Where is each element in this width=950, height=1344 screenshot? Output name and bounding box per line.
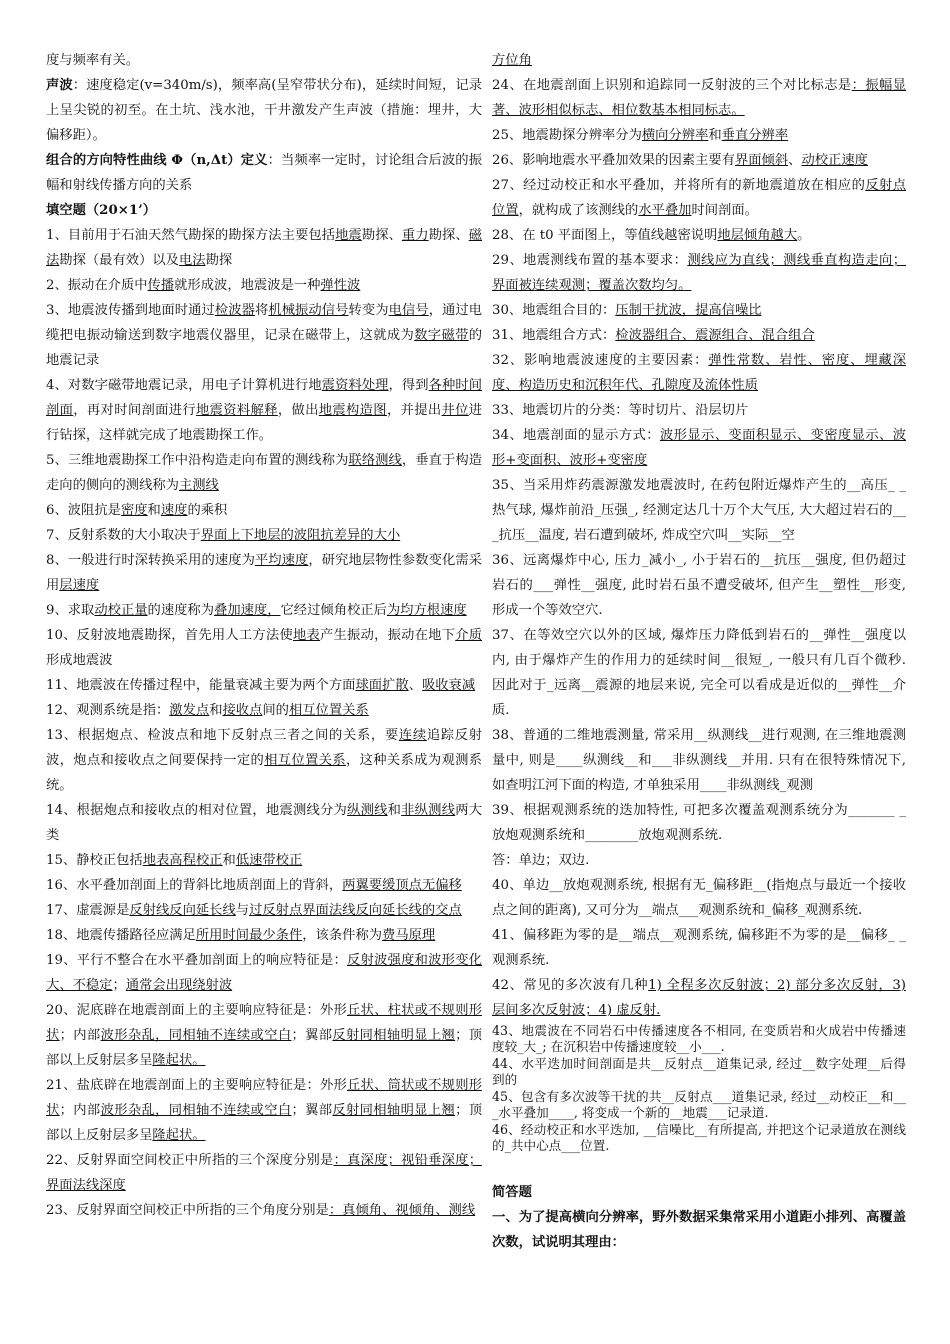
answer-underlined: 费马原理 <box>382 928 436 943</box>
answer-underlined: 通常会出现绕射波 <box>125 978 233 993</box>
question-text: 23、反射界面空间校正中所指的三个角度分别是 <box>46 1203 329 1218</box>
question-30 <box>492 298 906 323</box>
answer-underlined: 地震资料解释 <box>196 403 278 418</box>
question-text: 29、地震测线布置的基本要求： <box>492 253 688 268</box>
question-9 <box>46 598 482 623</box>
question-text: 产生振动，振动在地下 <box>320 628 456 643</box>
question-text: 31、地震组合方式： <box>492 328 616 343</box>
answer-underlined: 垂直分辨率 <box>721 128 789 143</box>
question-text: 10、反射波地震勘探，首先用人工方法使 <box>46 628 293 643</box>
question-text: 26、影响地震水平叠加效果的因素主要有 <box>492 153 735 168</box>
question-2 <box>46 273 482 298</box>
question-text: ，垂直于构造走向的侧向的测线称为 <box>46 453 483 493</box>
question-text: 时间剖面。 <box>691 203 758 218</box>
answer-underlined: 速度 <box>160 503 188 518</box>
answer-underlined: 相互位置关系 <box>288 703 369 718</box>
question-46 <box>492 1122 906 1153</box>
answer-underlined: 地震构造图 <box>318 403 387 418</box>
answer-underlined: 相互位置关系 <box>264 753 346 768</box>
question-23 <box>46 1198 482 1223</box>
answer-underlined: 动校正量 <box>94 603 148 618</box>
text: 44、水平迭加时间剖面是共__反射点__道集记录, 经过__数字处理__后得到的 <box>492 1056 906 1087</box>
question-41 <box>492 923 906 973</box>
question-12 <box>46 698 482 723</box>
answer-underlined: 叠加速度， <box>214 603 281 618</box>
question-text: 6、波阻抗是 <box>46 503 121 518</box>
question-text: 16、水平叠加剖面上的背斜比地质剖面上的背斜， <box>46 878 343 893</box>
question-26 <box>492 148 906 173</box>
text: 36、远离爆炸中心, 压力_减小_, 小于岩石的__抗压__强度, 但仍超过岩石的___弹性__强度, 此时岩石虽不遭受破坏, 但产生__塑性__形变, 形成一个等效空穴. <box>492 553 906 618</box>
answer-underlined: 检波器 <box>214 303 255 318</box>
question-23-continuation <box>492 48 906 73</box>
question-text: 5、三维地震勘探工作中沿构造走向布置的测线称为 <box>46 453 349 468</box>
question-text: 勘探（最有效）以及 <box>59 253 179 268</box>
question-7 <box>46 523 482 548</box>
answer-underlined: 波形显示、变面积显示、变密度显示、波形+变面积、波形+变密度 <box>492 428 907 468</box>
text: 答：单边；双边. <box>492 853 590 868</box>
text: 33、地震切片的分类：等时切片、沿层切片 <box>492 403 749 418</box>
answer-underlined: 介质 <box>455 628 483 643</box>
question-text: ，研究地层物性参数变化需采用 <box>46 553 483 593</box>
question-text: ；翼部 <box>291 1103 333 1118</box>
question-text: ，就构成了该测线的 <box>518 203 639 218</box>
question-text: 追踪反射波，炮点和接收点之间要保持一定的 <box>46 728 483 768</box>
question-19 <box>46 948 482 998</box>
answer-underlined: 低速带校正 <box>235 853 303 868</box>
answer-underlined: 纵测线 <box>347 803 388 818</box>
question-text: 将 <box>254 303 269 318</box>
paragraph-continuation <box>46 48 482 73</box>
answer-underlined: 检波器组合、震源组合、混合组合 <box>615 328 815 343</box>
answer-underlined: 反射同相轴明显上翘 <box>332 1028 456 1043</box>
question-text: 的地震记录 <box>46 328 483 368</box>
answer-underlined: 磁法 <box>46 228 483 268</box>
answer-underlined: 主测线 <box>178 478 219 493</box>
text: 40、单边__放炮观测系统, 根据有无_偏移距__(指炮点与最近一个接收点之间的距离), 又可分为__端点___观测系统和_偏移_观测系统. <box>492 878 906 918</box>
spacer <box>492 1155 906 1180</box>
right-column <box>492 48 906 1255</box>
section-title-fill-blank: 填空题（20×1’） <box>46 203 157 218</box>
question-36 <box>492 548 906 623</box>
question-15 <box>46 848 482 873</box>
question-text: ；顶部以上反射层多呈 <box>46 1103 483 1143</box>
question-text: ，并提出 <box>386 403 442 418</box>
question-text: ；内部 <box>59 1028 101 1043</box>
question-text: 和 <box>147 503 161 518</box>
answer-underlined: 平均速度 <box>254 553 309 568</box>
left-column <box>46 48 482 1223</box>
question-text: 形成地震波 <box>46 653 113 668</box>
question-text: 32、影响地震波速度的主要因素： <box>492 353 709 368</box>
text: 43、地震波在不同岩石中传播速度各不相同, 在变质岩和火成岩中传播速度较_大_; 在沉积岩中传播速度较__小___. <box>492 1023 906 1054</box>
question-text: 42、常见的多次波有几种 <box>492 978 649 993</box>
question-text: 34、地震剖面的显示方式： <box>492 428 660 443</box>
question-text: 25、地震勘探分辨率分为 <box>492 128 642 143</box>
question-text: 17、虚震源是 <box>46 903 130 918</box>
question-text: 和 <box>222 853 236 868</box>
question-text: ，通过电缆把电振动输送到数字地震仪器里，记录在磁带上，这就成为 <box>46 303 483 343</box>
answer-underlined: 电信号 <box>388 303 429 318</box>
question-text: 20、泥底辟在地震剖面上的主要响应特征是：外形 <box>46 1003 348 1018</box>
question-text: 两大类 <box>46 803 483 843</box>
answer-underlined: 隆起状。 <box>152 1128 206 1143</box>
question-22 <box>46 1148 482 1198</box>
question-text: 转变为 <box>348 303 389 318</box>
question-5 <box>46 448 482 498</box>
answer-underlined: 密度 <box>120 503 148 518</box>
answer-underlined: 反射同相轴明显上翘 <box>332 1103 456 1118</box>
question-text: ；顶部以上反射层多呈 <box>46 1028 483 1068</box>
question-8 <box>46 548 482 598</box>
question-14 <box>46 798 482 848</box>
answer-underlined: 所用时间最少条件 <box>195 928 303 943</box>
text: 38、普通的二维地震测量, 常采用__纵测线__进行观测, 在三维地震测量中, 则是____纵测线__和___非纵测线__并用. 只有在很特殊情况下, 如查明江河下面的构造, 才单独采用____非纵测线_观测 <box>492 728 906 793</box>
question-3 <box>46 298 482 373</box>
question-text: 13、根据炮点、检波点和地下反射点三者之间的关系，要 <box>46 728 399 743</box>
question-text: 的速度称为 <box>147 603 215 618</box>
answer-underlined: 球面扩散 <box>355 678 409 693</box>
question-27 <box>492 173 906 223</box>
answer-underlined: 隆起状。 <box>152 1053 206 1068</box>
question-35 <box>492 473 906 548</box>
answer-underlined: 电法 <box>178 253 206 268</box>
question-25 <box>492 123 906 148</box>
question-31 <box>492 323 906 348</box>
text: 度与频率有关。 <box>46 53 140 68</box>
answer-underlined: 丘状、筒状或不规则形状 <box>46 1078 483 1118</box>
question-11 <box>46 673 482 698</box>
question-29 <box>492 248 906 298</box>
answer-underlined: 反射点位置 <box>492 178 907 218</box>
text: 一、为了提高横向分辨率，野外数据采集常采用小道距小排列、高覆盖次数，试说明其理由： <box>492 1210 906 1250</box>
answer-underlined: 机械振动信号 <box>268 303 349 318</box>
question-4 <box>46 373 482 448</box>
question-text: 12、观测系统是指： <box>46 703 170 718</box>
question-20 <box>46 998 482 1073</box>
question-text: 15、静校正包括 <box>46 853 143 868</box>
answer-underlined: 激发点 <box>169 703 210 718</box>
answer-underlined: 丘状、柱状或不规则形状 <box>46 1003 483 1043</box>
question-text: 和 <box>387 803 402 818</box>
question-45 <box>492 1089 906 1120</box>
text: 45、包含有多次波等干扰的共__反射点___道集记录, 经过__动校正__和___水平叠加____, 将变成一个新的__地震___记录道. <box>492 1089 906 1120</box>
question-text: 与 <box>235 903 250 918</box>
question-text: 它经过倾角校正后 <box>280 603 387 618</box>
answer-underlined: 地表高程校正 <box>142 853 223 868</box>
answer-underlined: 测线应为直线；测线垂直构造走向；界面被连续观测；覆盖次数均匀。 <box>492 253 907 293</box>
answer-underlined: 方位角 <box>492 53 532 68</box>
question-text: 3、地震波传播到地面时通过 <box>46 303 215 318</box>
answer-underlined: 非纵测线 <box>401 803 456 818</box>
question-text: 4、对数字磁带地震记录，用电子计算机进行地 <box>46 378 322 393</box>
answer-underlined: 重力 <box>401 228 429 243</box>
question-1 <box>46 223 482 273</box>
question-text: 27、经过动校正和水平叠加，并将所有的新地震道放在相应的 <box>492 178 866 193</box>
text: 41、偏移距为零的是__端点__观测系统, 偏移距不为零的是__偏移_ _观测系统. <box>492 928 906 968</box>
term: 声波 <box>46 78 73 93</box>
answer-underlined: 波形杂乱，同相轴不连续或空白 <box>100 1103 292 1118</box>
answer-underlined: 两翼要缓顶点无偏移 <box>342 878 462 893</box>
definition-directivity <box>46 148 482 198</box>
question-13 <box>46 723 482 798</box>
short-answer-question-1 <box>492 1205 906 1255</box>
question-text: 勘探、 <box>428 228 469 243</box>
text: 46、经动校正和水平迭加, __信噪比__有所提高, 并把这个记录道放在测线的_共中心点___位置. <box>492 1122 906 1153</box>
answer-underlined: ：真倾角、视倾角、测线 <box>328 1203 476 1218</box>
answer-underlined: 波形杂乱，同相轴不连续或空白 <box>100 1028 292 1043</box>
question-text: 和 <box>209 703 223 718</box>
question-text: 的乘积 <box>187 503 228 518</box>
question-34 <box>492 423 906 473</box>
question-text: ；内部 <box>59 1103 101 1118</box>
answer-underlined: 过反射点界面法线反向延长线的交点 <box>249 903 462 918</box>
question-text: ，做出 <box>277 403 319 418</box>
question-text: 21、盐底辟在地震剖面上的主要响应特征是：外形 <box>46 1078 348 1093</box>
answer-underlined: 接收点 <box>222 703 263 718</box>
text: 39、根据观测系统的迭加特性, 可把多次覆盖观测系统分为_______ _放炮观测系统和________放炮观测系统. <box>492 803 906 843</box>
text: 37、在等效空穴以外的区域, 爆炸压力降低到岩石的__弹性__强度以内, 由于爆炸产生的作用力的延续时间__很短_, 一般只有几百个微秒. 因此对于_远离__震源的地层来说, 完全可以看成是近似的__弹性__介质. <box>492 628 906 718</box>
answer-underlined: 震资料处理 <box>321 378 389 393</box>
question-16 <box>46 873 482 898</box>
question-text: 。 <box>797 228 811 243</box>
answer-underlined: 地震 <box>335 228 362 243</box>
answer-underlined: 压制干扰波，提高信噪比 <box>615 303 762 318</box>
question-text: 30、地震组合目的： <box>492 303 616 318</box>
question-text: ，该条件称为 <box>302 928 383 943</box>
question-text: 18、地震传播路径应满足 <box>46 928 196 943</box>
question-text: 、 <box>788 153 802 168</box>
question-text: 28、在 t0 平面图上，等值线越密说明 <box>492 228 718 243</box>
answer-underlined: 1) 全程多次反射波；2) 部分多次反射，3) 层间多次反射波；4) 虚反射. <box>492 978 906 1018</box>
question-6 <box>46 498 482 523</box>
question-text: 进行钻探，这样就完成了地震勘探工作。 <box>46 403 483 443</box>
question-text: 14、根据炮点和接收点的相对位置，地震测线分为 <box>46 803 348 818</box>
question-text: 19、平行不整合在水平叠加剖面上的响应特征是： <box>46 953 348 968</box>
text: 35、当采用炸药震源激发地震波时, 在药包附近爆炸产生的__高压_ _热气球, 爆炸前沿_压强_, 经测定达几十万个大气压, 大大超过岩石的___抗压__温度, 岩石遭到破坏, 炸成空穴叫__实际__空 <box>492 478 906 543</box>
question-text: ，得到 <box>388 378 429 393</box>
answer-underlined: 吸收衰减 <box>421 678 476 693</box>
question-text: ，再对时间剖面进行 <box>73 403 197 418</box>
question-text: 勘探、 <box>361 228 402 243</box>
question-text: 勘探 <box>205 253 233 268</box>
answer-underlined: ：真深度；视铅垂深度；界面法线深度 <box>46 1153 482 1193</box>
question-text: 8、一般进行时深转换采用的速度为 <box>46 553 255 568</box>
answer-underlined: 弹性波 <box>320 278 361 293</box>
answer-underlined: 为均方根速度 <box>386 603 467 618</box>
answer-underlined: 联络测线 <box>348 453 402 468</box>
term: 组合的方向特性曲线 Φ（n,Δt）定义 <box>46 153 268 168</box>
question-43 <box>492 1023 906 1054</box>
definition-text: ：当频率一定时，讨论组合后波的振幅和射线传播方向的关系 <box>46 153 482 193</box>
answer-underlined: 横向分辨率 <box>641 128 709 143</box>
question-10 <box>46 623 482 673</box>
question-33 <box>492 398 906 423</box>
question-text: 和 <box>708 128 722 143</box>
question-28 <box>492 223 906 248</box>
answer-underlined: 连续 <box>398 728 427 743</box>
question-text: 2、振动在介质中 <box>46 278 148 293</box>
definition-text: ：速度稳定(v=340m/s)，频率高(呈窄带状分布)，延续时间短，记录上呈尖锐的初至。在土坑、浅水池，干井激发产生声波（措施：埋井，大偏移距）。 <box>46 78 483 143</box>
question-text: 1、目前用于石油天然气勘探的勘探方法主要包括 <box>46 228 336 243</box>
question-21 <box>46 1073 482 1148</box>
answer-underlined: 数字磁带 <box>414 328 469 343</box>
question-42 <box>492 973 906 1023</box>
answer-underlined: 层速度 <box>59 578 100 593</box>
question-text: 就形成波，地震波是一种 <box>174 278 321 293</box>
question-text: ； <box>112 978 126 993</box>
answer-underlined: 井位 <box>441 403 469 418</box>
answer-underlined: 地表 <box>292 628 321 643</box>
answer-underlined: ：振幅显著、波形相似标志、相位数基本相同标志。 <box>492 78 906 118</box>
question-text: 24、在地震剖面上识别和追踪同一反射波的三个对比标志是 <box>492 78 852 93</box>
question-24 <box>492 73 906 123</box>
question-text: 22、反射界面空间校正中所指的三个深度分别是 <box>46 1153 334 1168</box>
answer-underlined: 界面倾斜 <box>734 153 789 168</box>
question-17 <box>46 898 482 923</box>
question-18 <box>46 923 482 948</box>
answer-underlined: 传播 <box>147 278 175 293</box>
section-title-short-answer: 简答题 <box>492 1185 532 1200</box>
question-39 <box>492 798 906 848</box>
question-44 <box>492 1056 906 1087</box>
question-32 <box>492 348 906 398</box>
question-text: 、 <box>408 678 422 693</box>
question-39-answer <box>492 848 906 873</box>
question-text: 11、地震波在传播过程中，能量衰减主要为两个方面 <box>46 678 356 693</box>
answer-underlined: 地层倾角越大 <box>717 228 798 243</box>
question-text: ；翼部 <box>291 1028 333 1043</box>
question-text: 7、反射系数的大小取决于 <box>46 528 201 543</box>
question-37 <box>492 623 906 723</box>
question-38 <box>492 723 906 798</box>
definition-sonic <box>46 73 482 148</box>
answer-underlined: 各种时间剖面 <box>46 378 483 418</box>
question-text: ，这种关系成为观测系统。 <box>46 753 483 793</box>
answer-underlined: 水平叠加 <box>638 203 692 218</box>
question-text: 间的 <box>262 703 289 718</box>
answer-underlined: 界面上下地层的波阻抗差异的大小 <box>200 528 401 543</box>
answer-underlined: 反射线反向延长线 <box>129 903 236 918</box>
answer-underlined: 弹性常数、岩性、密度、埋藏深度、构造历史和沉积年代、孔隙度及流体性质 <box>492 353 906 393</box>
question-40 <box>492 873 906 923</box>
answer-underlined: 反射波强度和波形变化大、不稳定 <box>46 953 483 993</box>
answer-underlined: 动校正速度 <box>801 153 868 168</box>
question-text: 9、求取 <box>46 603 95 618</box>
